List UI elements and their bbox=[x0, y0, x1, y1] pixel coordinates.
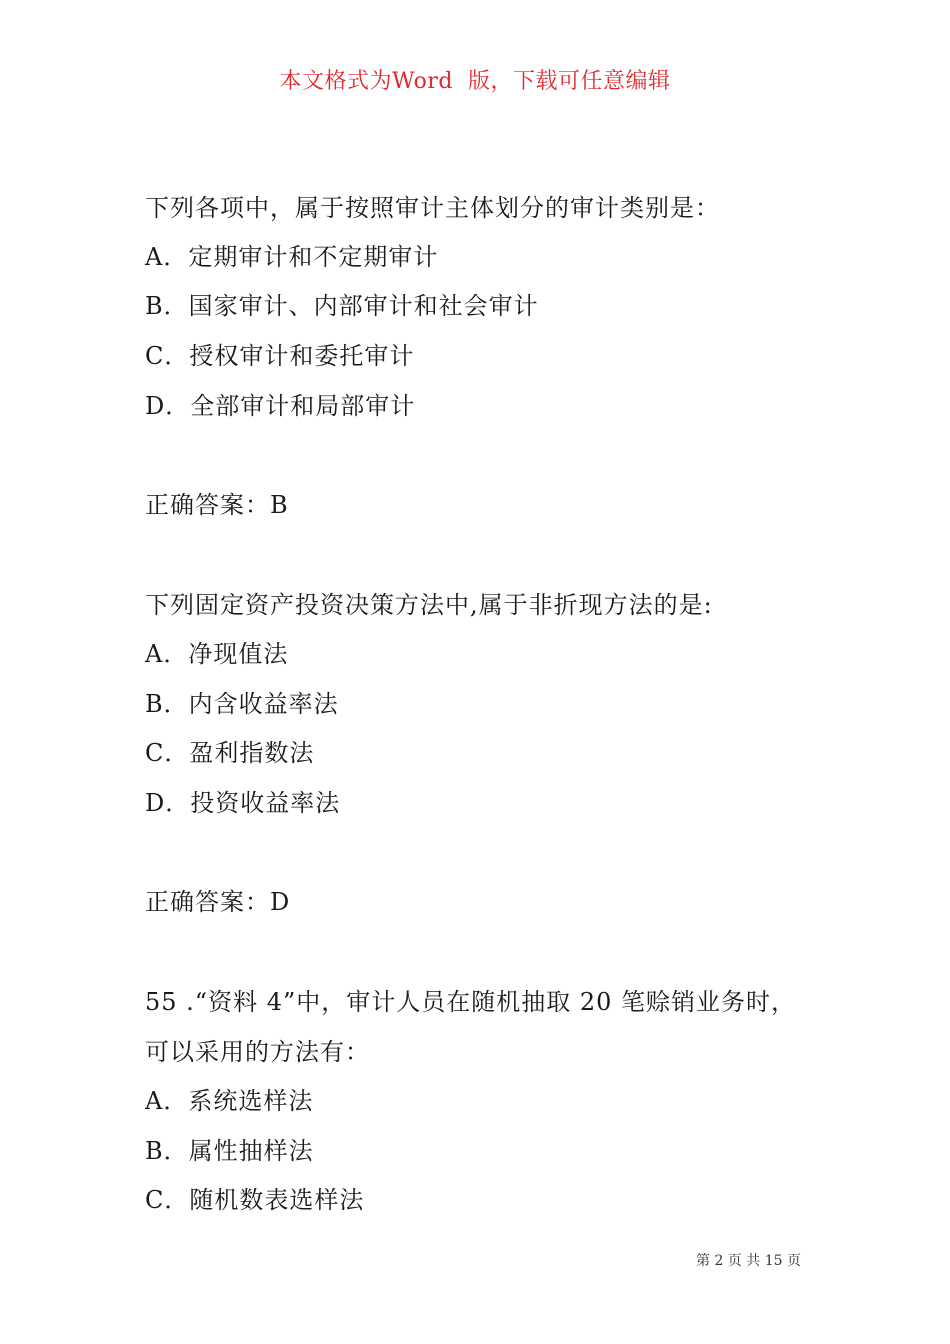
format-notice: 本文格式为Word 版，下载可任意编辑 bbox=[279, 69, 671, 94]
question-55-stem-line-2: 可以采用的方法有： bbox=[145, 1038, 370, 1066]
question-55-option-b: B．属性抽样法 bbox=[145, 1137, 314, 1165]
question-2-stem: 下列固定资产投资决策方法中,属于非折现方法的是: bbox=[145, 591, 713, 619]
question-2-answer: 正确答案：D bbox=[145, 888, 291, 916]
question-55-option-a: A．系统选样法 bbox=[145, 1087, 314, 1115]
question-1-option-b: B．国家审计、内部审计和社会审计 bbox=[145, 292, 539, 320]
question-1-option-c: C．授权审计和委托审计 bbox=[145, 342, 415, 370]
question-2-option-d: D．投资收益率法 bbox=[145, 789, 341, 817]
question-2-option-c: C．盈利指数法 bbox=[145, 739, 315, 767]
question-1-option-d: D．全部审计和局部审计 bbox=[145, 392, 416, 420]
question-1-stem: 下列各项中，属于按照审计主体划分的审计类别是： bbox=[145, 194, 720, 222]
question-55-option-c: C．随机数表选样法 bbox=[145, 1186, 365, 1214]
question-1-option-a: A．定期审计和不定期审计 bbox=[145, 243, 439, 271]
page-number: 第 2 页 共 15 页 bbox=[696, 1253, 801, 1269]
question-2-option-a: A．净现值法 bbox=[145, 640, 289, 668]
question-1-answer: 正确答案：B bbox=[145, 491, 289, 519]
question-55-stem-line-1: 55 .“资料 4”中，审计人员在随机抽取 20 笔赊销业务时， bbox=[145, 988, 797, 1016]
question-2-option-b: B．内含收益率法 bbox=[145, 690, 339, 718]
